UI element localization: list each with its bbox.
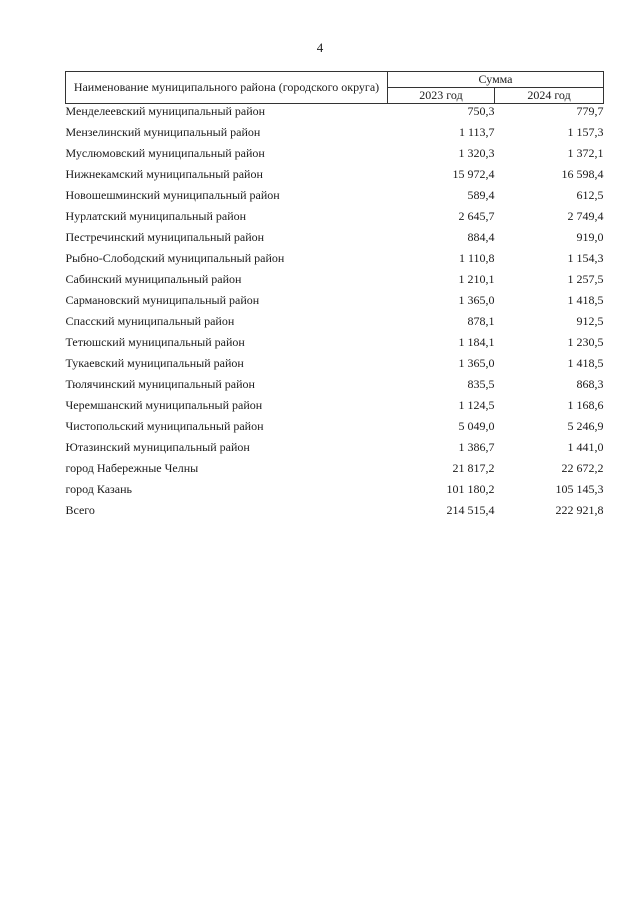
row-name-cell: Тукаевский муниципальный район — [65, 356, 244, 370]
row-name-cell: Чистопольский муниципальный район — [65, 419, 264, 433]
row-value-2023-cell: 1 113,7 — [458, 125, 495, 139]
budget-table — [65, 71, 604, 521]
row-value-2024-cell: 779,7 — [576, 104, 604, 118]
row-value-2024-cell: 22 672,2 — [561, 461, 604, 475]
row-value-2023-cell: 21 817,2 — [452, 461, 495, 475]
row-value-2023-cell: 1 184,1 — [458, 335, 495, 349]
row-value-2023-cell: 1 320,3 — [458, 146, 495, 160]
table-row — [66, 332, 604, 353]
row-value-2024-cell: 1 157,3 — [567, 125, 604, 139]
column-header-name: Наименование муниципального района (городского округа) — [66, 72, 388, 104]
row-name-cell: Мензелинский муниципальный район — [65, 125, 261, 139]
row-value-2023-cell: 589,4 — [467, 188, 495, 202]
row-value-2023-cell: 1 365,0 — [458, 356, 495, 370]
row-name-cell: Пестречинский муниципальный район — [65, 230, 265, 244]
table-row — [66, 269, 604, 290]
row-value-2024-cell: 105 145,3 — [555, 482, 604, 496]
table-row — [66, 206, 604, 227]
row-value-2023-cell: 884,4 — [467, 230, 495, 244]
row-value-2024-cell: 222 921,8 — [555, 503, 604, 517]
row-name-cell: Рыбно-Слободский муниципальный район — [65, 251, 285, 265]
row-name-cell: город Набережные Челны — [65, 461, 199, 475]
table-body — [66, 104, 604, 522]
table-header — [66, 72, 604, 104]
row-name-cell: Сармановский муниципальный район — [65, 293, 260, 307]
table-row — [66, 122, 604, 143]
table-row — [66, 248, 604, 269]
row-value-2023-cell: 1 386,7 — [458, 440, 495, 454]
row-name-cell: Новошешминский муниципальный район — [65, 188, 280, 202]
row-name-cell: Нурлатский муниципальный район — [65, 209, 247, 223]
table-row — [66, 374, 604, 395]
row-name-cell: Нижнекамский муниципальный район — [65, 167, 263, 181]
row-value-2024-cell: 919,0 — [576, 230, 604, 244]
table-row — [66, 311, 604, 332]
row-value-2024-cell: 868,3 — [576, 377, 604, 391]
row-value-2024-cell: 16 598,4 — [561, 167, 604, 181]
table-row — [66, 185, 604, 206]
row-name-cell: Сабинский муниципальный район — [65, 272, 242, 286]
row-value-2023-cell: 878,1 — [467, 314, 495, 328]
row-name-cell: город Казань — [65, 482, 133, 496]
row-value-2024-cell: 1 372,1 — [567, 146, 604, 160]
table-row — [66, 458, 604, 479]
column-header-2024: 2024 год — [495, 88, 604, 104]
row-value-2024-cell: 612,5 — [576, 188, 604, 202]
row-name-cell: Муслюмовский муниципальный район — [65, 146, 265, 160]
row-name-cell: Всего — [65, 503, 95, 517]
table-row — [66, 500, 604, 521]
row-value-2023-cell: 750,3 — [467, 104, 495, 118]
row-name-cell: Менделеевский муниципальный район — [65, 104, 266, 118]
table-row — [66, 104, 604, 123]
table-row — [66, 437, 604, 458]
row-value-2024-cell: 1 257,5 — [567, 272, 604, 286]
table-row — [66, 290, 604, 311]
table-row — [66, 353, 604, 374]
table-row — [66, 164, 604, 185]
table-row — [66, 416, 604, 437]
row-value-2024-cell: 912,5 — [576, 314, 604, 328]
row-value-2023-cell: 101 180,2 — [446, 482, 495, 496]
row-value-2023-cell: 5 049,0 — [458, 419, 495, 433]
row-value-2024-cell: 2 749,4 — [567, 209, 604, 223]
row-value-2023-cell: 15 972,4 — [452, 167, 495, 181]
column-header-sum: Сумма — [388, 72, 604, 88]
column-header-2023: 2023 год — [388, 88, 495, 104]
row-value-2023-cell: 1 365,0 — [458, 293, 495, 307]
row-value-2023-cell: 835,5 — [467, 377, 495, 391]
row-name-cell: Ютазинский муниципальный район — [65, 440, 250, 454]
row-value-2024-cell: 1 418,5 — [567, 356, 604, 370]
table-row — [66, 479, 604, 500]
row-name-cell: Спасский муниципальный район — [65, 314, 235, 328]
row-value-2024-cell: 1 154,3 — [567, 251, 604, 265]
row-name-cell: Тетюшский муниципальный район — [65, 335, 245, 349]
table-row — [66, 395, 604, 416]
row-value-2023-cell: 1 124,5 — [458, 398, 495, 412]
page-number: 4 — [316, 40, 324, 55]
row-value-2024-cell: 5 246,9 — [567, 419, 604, 433]
row-value-2024-cell: 1 418,5 — [567, 293, 604, 307]
row-value-2024-cell: 1 230,5 — [567, 335, 604, 349]
row-value-2023-cell: 1 210,1 — [458, 272, 495, 286]
row-value-2024-cell: 1 441,0 — [567, 440, 604, 454]
table-row — [66, 227, 604, 248]
row-value-2023-cell: 214 515,4 — [446, 503, 495, 517]
table-row — [66, 143, 604, 164]
row-name-cell: Черемшанский муниципальный район — [65, 398, 263, 412]
row-value-2024-cell: 1 168,6 — [567, 398, 604, 412]
row-value-2023-cell: 2 645,7 — [458, 209, 495, 223]
row-name-cell: Тюлячинский муниципальный район — [65, 377, 255, 391]
row-value-2023-cell: 1 110,8 — [458, 251, 495, 265]
